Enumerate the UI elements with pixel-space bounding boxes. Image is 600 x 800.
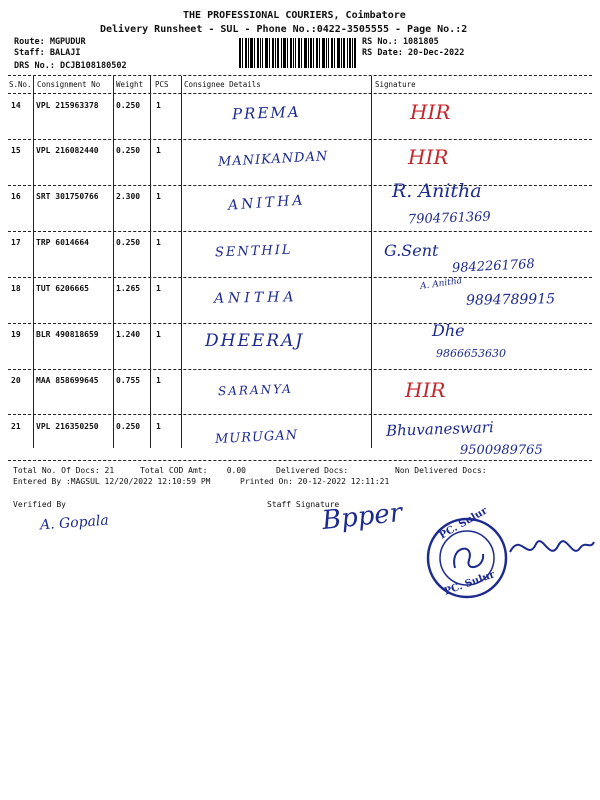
handwritten-consignee: MANIKANDAN: [217, 149, 329, 170]
handwritten-phone: 9894789915: [465, 291, 556, 309]
handwritten-signature: G.Sent: [384, 241, 439, 260]
col-divider: [181, 76, 182, 448]
cell-sno: 16: [11, 192, 21, 201]
cell-sno: 17: [11, 238, 21, 247]
verified-by-label: Verified By: [13, 500, 66, 509]
handwritten-signature: HIR: [410, 100, 451, 124]
col-header-weight: Weight: [116, 80, 144, 89]
cell-pcs: 1: [156, 146, 161, 155]
handwritten-signature: HIR: [408, 145, 449, 169]
handwritten-signature: R. Anitha: [392, 180, 482, 202]
delivered-docs: Delivered Docs:: [276, 466, 349, 475]
staff-signature: Bpper: [320, 497, 404, 537]
cell-pcs: 1: [156, 376, 161, 385]
cell-consignment: BLR 490818659: [36, 330, 99, 339]
col-header-signature: Signature: [375, 80, 416, 89]
handwritten-consignee: MURUGAN: [214, 427, 299, 448]
row-rule: [8, 369, 592, 370]
cell-weight: 1.240: [116, 330, 141, 339]
cell-sno: 20: [11, 376, 21, 385]
table-bottom-rule: [8, 460, 592, 461]
cell-pcs: 1: [156, 238, 161, 247]
col-divider: [33, 76, 34, 448]
handwritten-consignee: SENTHIL: [214, 242, 293, 261]
stamp-text-top: PC. Sulur: [437, 505, 490, 542]
company-title: THE PROFESSIONAL COURIERS, Coimbatore: [183, 10, 406, 21]
handwritten-phone: 9842261768: [451, 256, 536, 277]
handwritten-consignee: ANITHA: [227, 192, 307, 214]
row-rule: [8, 185, 592, 186]
cell-pcs: 1: [156, 284, 161, 293]
stamp-scribble-icon: [506, 522, 596, 572]
handwritten-signature: A. Anitha: [419, 276, 463, 292]
rs-date-label: RS Date: 20-Dec-2022: [362, 48, 465, 58]
rs-no-label: RS No.: 1081805: [362, 37, 439, 47]
cell-weight: 0.250: [116, 146, 141, 155]
cell-sno: 21: [11, 422, 21, 431]
cell-weight: 1.265: [116, 284, 141, 293]
entered-by: Entered By :MAGSUL 12/20/2022 12:10:59 PM: [13, 477, 211, 486]
handwritten-phone: 9866653630: [436, 347, 506, 360]
table-header-rule: [8, 93, 592, 94]
handwritten-consignee: ANITHA: [213, 289, 298, 307]
cell-consignment: VPL 215963378: [36, 101, 99, 110]
cell-pcs: 1: [156, 422, 161, 431]
row-rule: [8, 323, 592, 324]
cell-sno: 14: [11, 101, 21, 110]
office-stamp: [425, 505, 509, 600]
staff-signature-label: Staff Signature: [267, 500, 340, 509]
cell-consignment: TUT 6206665: [36, 284, 89, 293]
cell-consignment: MAA 858699645: [36, 376, 99, 385]
total-docs: Total No. Of Docs: 21: [13, 466, 115, 475]
col-divider: [371, 76, 372, 448]
route-label: Route: MGPUDUR: [14, 37, 86, 47]
handwritten-consignee: PREMA: [231, 102, 301, 124]
cell-weight: 2.300: [116, 192, 141, 201]
col-header-consignment: Consignment No: [37, 80, 101, 89]
col-header-consignee: Consignee Details: [184, 80, 261, 89]
row-rule: [8, 414, 592, 415]
cell-weight: 0.755: [116, 376, 141, 385]
table-top-rule: [8, 75, 592, 76]
verified-signature: A. Gopala: [39, 512, 110, 534]
cell-sno: 15: [11, 146, 21, 155]
stamp-text-bottom: PC. Sulur: [442, 569, 497, 598]
row-rule: [8, 277, 592, 278]
cell-pcs: 1: [156, 330, 161, 339]
staff-label: Staff: BALAJI: [14, 48, 81, 58]
cell-consignment: VPL 216082440: [36, 146, 99, 155]
handwritten-signature: HIR: [405, 378, 446, 402]
col-header-sno: S.No.: [9, 80, 32, 89]
handwritten-signature: Bhuvaneswari: [385, 418, 495, 440]
cell-pcs: 1: [156, 192, 161, 201]
handwritten-phone: 7904761369: [407, 209, 491, 228]
row-rule: [8, 139, 592, 140]
cell-consignment: VPL 216350250: [36, 422, 99, 431]
handwritten-phone: 9500989765: [460, 443, 543, 458]
non-delivered-docs: Non Delivered Docs:: [395, 466, 487, 475]
runsheet-title: Delivery Runsheet - SUL - Phone No.:0422-3505555 - Page No.:2: [100, 24, 468, 35]
cell-pcs: 1: [156, 101, 161, 110]
col-header-pcs: PCS: [155, 80, 169, 89]
col-divider: [150, 76, 151, 448]
total-cod: Total COD Amt: 0.00: [140, 466, 246, 475]
cell-weight: 0.250: [116, 238, 141, 247]
cell-consignment: SRT 301750766: [36, 192, 99, 201]
row-rule: [8, 231, 592, 232]
cell-consignment: TRP 6014664: [36, 238, 89, 247]
cell-sno: 19: [11, 330, 21, 339]
handwritten-signature: Dhe: [432, 321, 465, 340]
drs-label: DRS No.: DCJB108180502: [14, 61, 127, 71]
handwritten-consignee: DHEERAJ: [205, 331, 305, 351]
handwritten-consignee: SARANYA: [217, 381, 293, 399]
barcode: [239, 38, 356, 68]
cell-weight: 0.250: [116, 101, 141, 110]
col-divider: [113, 76, 114, 448]
cell-sno: 18: [11, 284, 21, 293]
printed-on: Printed On: 20-12-2022 12:11:21: [240, 477, 390, 486]
cell-weight: 0.250: [116, 422, 141, 431]
